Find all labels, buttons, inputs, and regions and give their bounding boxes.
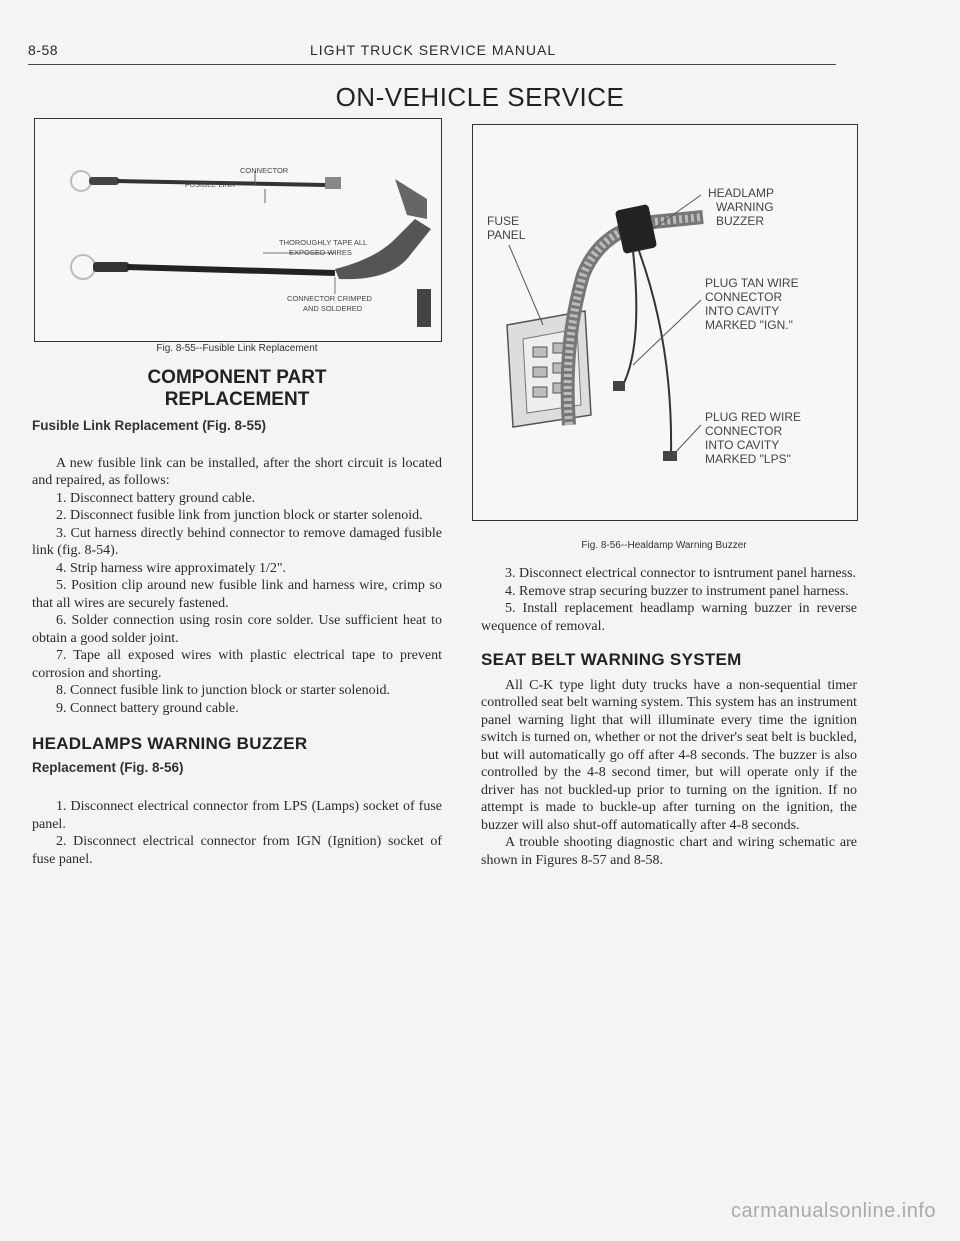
subheading-replacement: Replacement (Fig. 8-56) bbox=[32, 759, 184, 775]
heading-replacement: REPLACEMENT bbox=[164, 389, 310, 410]
list-item: 6. Solder connection using rosin core solder. Use sufficient heat to obtain a good solder joint. bbox=[32, 613, 442, 646]
heading-component-part: COMPONENT PART bbox=[147, 367, 327, 388]
tan-wire bbox=[623, 251, 636, 385]
label-tape-2: EXPOSED WIRES bbox=[289, 248, 352, 257]
label-warning: WARNING bbox=[716, 200, 774, 214]
label-buzzer: BUZZER bbox=[716, 214, 764, 228]
label-headlamp: HEADLAMP bbox=[708, 186, 775, 200]
list-item: 5. Install replacement headlamp warning buzzer in reverse wequence of removal. bbox=[481, 601, 857, 634]
label-crimp-1: CONNECTOR CRIMPED bbox=[287, 294, 372, 303]
figure-fusible-link bbox=[34, 118, 442, 342]
label-red-4: MARKED "LPS" bbox=[705, 452, 791, 466]
figure-headlamp-buzzer bbox=[472, 124, 858, 521]
label-tan-4: MARKED "IGN." bbox=[705, 318, 793, 332]
page-number: 8-58 bbox=[28, 42, 59, 58]
leader-line bbox=[673, 425, 701, 455]
body-paragraph: All C-K type light duty trucks have a non-sequential timer controlled seat belt warning system. This system has an instrument panel warning light that will illuminate every time the ignition switch is turned on, whether or not the driver's seat belt is buckled, but will automatically go off after 4-8 seconds. The buzzer is also controlled by the 4-8 second timer, but will operate only if the driver has not buckled-up prior to turning on the ignition. If no attempt is made to buckle-up after turning on the ignition, the buzzer will also shut-off automatically after 4-8 seconds. bbox=[481, 677, 857, 833]
page-header bbox=[0, 38, 960, 62]
watermark: carmanualsonline.info bbox=[730, 1200, 936, 1222]
red-wire bbox=[639, 251, 671, 455]
list-item: 5. Position clip around new fusible link and harness wire, crimp so that all wires are securely fastened. bbox=[32, 578, 442, 611]
label-tan-1: PLUG TAN WIRE bbox=[705, 276, 799, 290]
subheading-fusible-link: Fusible Link Replacement (Fig. 8-55) bbox=[32, 418, 267, 433]
left-column bbox=[32, 367, 442, 868]
buzzer bbox=[615, 204, 657, 254]
header-rule bbox=[28, 64, 836, 65]
heading-headlamps-warning-buzzer: HEADLAMPS WARNING BUZZER bbox=[32, 734, 308, 753]
label-red-1: PLUG RED WIRE bbox=[705, 410, 802, 424]
figure-caption: Fig. 8-55--Fusible Link Replacement bbox=[156, 343, 318, 354]
label-tan-2: CONNECTOR bbox=[705, 290, 783, 304]
figure-caption: Fig. 8-56--Healdamp Warning Buzzer bbox=[581, 540, 747, 551]
list-item: 8. Connect fusible link to junction block or starter solenoid. bbox=[56, 683, 390, 698]
label-crimp-2: AND SOLDERED bbox=[303, 304, 363, 313]
leader-line bbox=[633, 300, 701, 365]
fusible-link-illustration bbox=[35, 119, 441, 341]
tan-connector bbox=[613, 381, 625, 391]
section-title: ON-VEHICLE SERVICE bbox=[335, 82, 625, 112]
label-red-3: INTO CAVITY bbox=[705, 438, 780, 452]
list-item: 7. Tape all exposed wires with plastic electrical tape to prevent corrosion and shorting. bbox=[32, 648, 442, 681]
label-fusible-link: FUSIBLE LINK bbox=[185, 180, 236, 189]
headlamp-buzzer-illustration bbox=[473, 125, 857, 520]
leader-line bbox=[509, 245, 543, 325]
label-connector: CONNECTOR bbox=[240, 166, 289, 175]
right-column bbox=[481, 565, 857, 869]
label-panel: PANEL bbox=[487, 228, 526, 242]
list-item: 4. Remove strap securing buzzer to instrument panel harness. bbox=[505, 583, 849, 599]
label-fuse: FUSE bbox=[487, 214, 520, 228]
list-item: 2. Disconnect fusible link from junction block or starter solenoid. bbox=[56, 508, 423, 523]
list-item: 1. Disconnect electrical connector from LPS (Lamps) socket of fuse panel. bbox=[32, 799, 442, 832]
lower-wire bbox=[71, 179, 431, 327]
heading-seat-belt-warning: SEAT BELT WARNING SYSTEM bbox=[481, 650, 742, 669]
list-item: 9. Connect battery ground cable. bbox=[56, 700, 239, 716]
running-head: LIGHT TRUCK SERVICE MANUAL bbox=[310, 42, 557, 58]
body-paragraph: A trouble shooting diagnostic chart and wiring schematic are shown in Figures 8-57 and 8-58. bbox=[481, 835, 857, 868]
label-red-2: CONNECTOR bbox=[705, 424, 783, 438]
list-item: 1. Disconnect battery ground cable. bbox=[56, 490, 256, 506]
list-item: 2. Disconnect electrical connector from IGN (Ignition) socket of fuse panel. bbox=[32, 834, 442, 867]
list-item: 3. Cut harness directly behind connector to remove damaged fusible link (fig. 8-54). bbox=[32, 525, 442, 558]
label-tan-3: INTO CAVITY bbox=[705, 304, 780, 318]
list-item: 3. Disconnect electrical connector to isntrument panel harness. bbox=[505, 566, 857, 581]
intro-paragraph: A new fusible link can be installed, after the short circuit is located and repaired, as follows: bbox=[32, 455, 442, 488]
label-tape-1: THOROUGHLY TAPE ALL bbox=[279, 238, 368, 247]
list-item: 4. Strip harness wire approximately 1/2". bbox=[56, 560, 287, 576]
